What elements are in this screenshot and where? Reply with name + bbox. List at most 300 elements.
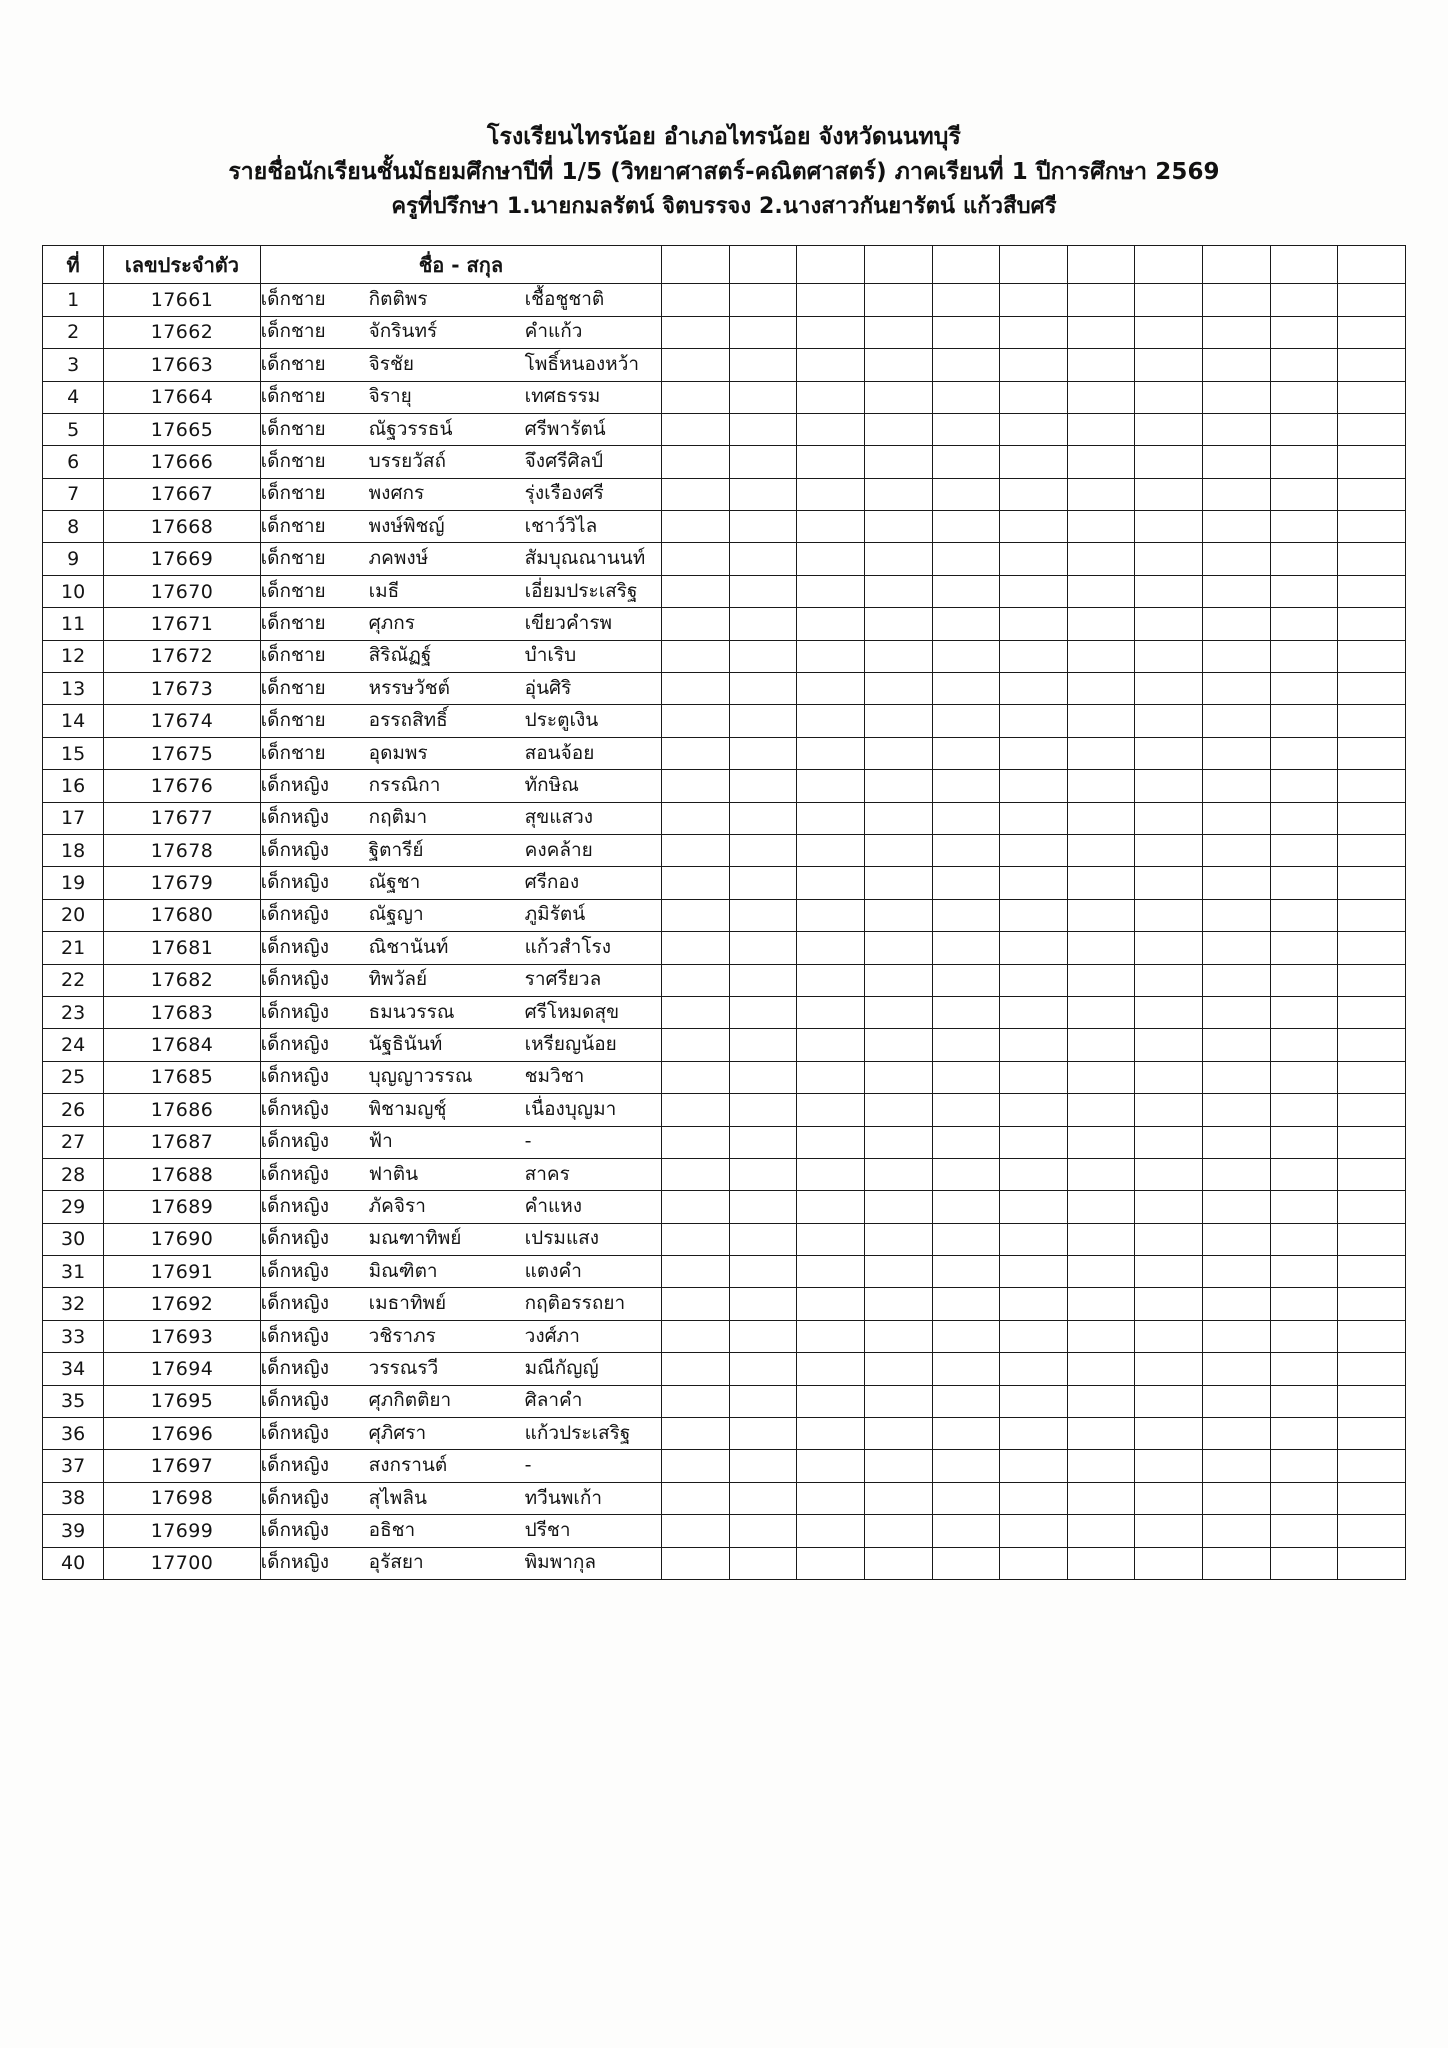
cell-blank — [729, 1094, 797, 1126]
cell-blank — [864, 543, 932, 575]
student-title: เด็กชาย — [260, 482, 326, 505]
cell-blank — [1270, 802, 1338, 834]
cell-blank — [932, 575, 1000, 607]
cell-blank — [1203, 996, 1271, 1028]
cell-blank — [1270, 1547, 1338, 1579]
cell-blank — [932, 1482, 1000, 1514]
cell-blank — [864, 867, 932, 899]
cell-student-id: 17695 — [104, 1385, 260, 1417]
cell-blank — [729, 511, 797, 543]
cell-blank — [1135, 1320, 1203, 1352]
cell-blank — [662, 349, 730, 381]
table-row — [43, 316, 1406, 348]
cell-blank — [662, 1353, 730, 1385]
cell-blank — [662, 899, 730, 931]
cell-blank — [797, 1547, 865, 1579]
advisor-heading: ครูที่ปรึกษา 1.นายกมลรัตน์ จิตบรรจง 2.นางสาวกันยารัตน์ แก้วสืบศรี — [391, 193, 1057, 219]
cell-number: 24 — [43, 1029, 104, 1061]
cell-student-id: 17682 — [104, 964, 260, 996]
cell-blank — [729, 1482, 797, 1514]
cell-blank — [1203, 1061, 1271, 1093]
table-row — [43, 899, 1406, 931]
cell-blank — [1203, 1256, 1271, 1288]
cell-blank — [1135, 802, 1203, 834]
cell-name — [260, 996, 662, 1028]
cell-blank — [1000, 1158, 1068, 1190]
cell-blank — [797, 478, 865, 510]
cell-blank — [1203, 770, 1271, 802]
cell-blank — [797, 737, 865, 769]
cell-number: 21 — [43, 932, 104, 964]
cell-number: 31 — [43, 1256, 104, 1288]
cell-blank — [932, 1450, 1000, 1482]
cell-blank — [662, 1191, 730, 1223]
cell-blank — [1000, 316, 1068, 348]
cell-blank — [662, 1061, 730, 1093]
cell-blank — [932, 1223, 1000, 1255]
table-row — [43, 1191, 1406, 1223]
cell-number: 32 — [43, 1288, 104, 1320]
cell-blank — [1000, 1061, 1068, 1093]
cell-blank — [729, 705, 797, 737]
student-title: เด็กหญิง — [260, 1065, 329, 1088]
cell-name — [260, 446, 662, 478]
cell-blank — [662, 608, 730, 640]
cell-blank — [932, 1547, 1000, 1579]
cell-blank — [662, 1482, 730, 1514]
cell-blank — [1338, 511, 1406, 543]
cell-blank — [662, 1450, 730, 1482]
cell-blank — [1270, 1223, 1338, 1255]
cell-student-id: 17681 — [104, 932, 260, 964]
cell-blank — [729, 316, 797, 348]
table-row — [43, 1158, 1406, 1190]
cell-blank — [1000, 673, 1068, 705]
cell-blank — [1067, 1353, 1135, 1385]
cell-blank — [729, 1418, 797, 1450]
table-row — [43, 1029, 1406, 1061]
cell-blank — [1270, 608, 1338, 640]
table-row — [43, 1353, 1406, 1385]
cell-blank — [1270, 413, 1338, 445]
table-row — [43, 673, 1406, 705]
cell-blank — [797, 608, 865, 640]
cell-blank — [797, 349, 865, 381]
cell-blank — [1203, 932, 1271, 964]
cell-blank — [1270, 1061, 1338, 1093]
cell-blank — [662, 1547, 730, 1579]
student-surname: สอนจ้อย — [524, 741, 595, 764]
cell-blank — [864, 413, 932, 445]
cell-number: 20 — [43, 899, 104, 931]
table-row — [43, 1418, 1406, 1450]
cell-blank — [864, 932, 932, 964]
cell-blank — [1000, 964, 1068, 996]
cell-blank — [1270, 543, 1338, 575]
cell-blank — [932, 1288, 1000, 1320]
cell-blank — [1203, 1320, 1271, 1352]
cell-blank — [1338, 899, 1406, 931]
cell-blank — [1000, 737, 1068, 769]
student-title: เด็กชาย — [260, 514, 326, 537]
cell-blank — [864, 1288, 932, 1320]
cell-blank — [1067, 316, 1135, 348]
cell-blank — [1000, 1288, 1068, 1320]
cell-blank — [932, 349, 1000, 381]
cell-blank — [1270, 511, 1338, 543]
cell-blank — [1203, 478, 1271, 510]
student-title: เด็กหญิง — [260, 1033, 329, 1056]
cell-blank — [1135, 1482, 1203, 1514]
cell-blank — [1000, 1547, 1068, 1579]
cell-blank — [797, 640, 865, 672]
cell-blank — [729, 1029, 797, 1061]
student-title: เด็กหญิง — [260, 1324, 329, 1347]
cell-number: 10 — [43, 575, 104, 607]
cell-name — [260, 802, 662, 834]
cell-blank — [1270, 1158, 1338, 1190]
cell-blank — [1067, 1385, 1135, 1417]
student-given-name: จิรชัย — [368, 352, 415, 375]
cell-blank — [729, 996, 797, 1028]
cell-student-id: 17677 — [104, 802, 260, 834]
cell-blank — [1270, 770, 1338, 802]
cell-student-id: 17662 — [104, 316, 260, 348]
student-title: เด็กหญิง — [260, 1000, 329, 1023]
cell-number: 5 — [43, 413, 104, 445]
cell-blank — [864, 446, 932, 478]
cell-number: 40 — [43, 1547, 104, 1579]
table-row — [43, 1450, 1406, 1482]
cell-blank — [662, 1288, 730, 1320]
cell-blank — [1135, 1353, 1203, 1385]
cell-blank — [1067, 478, 1135, 510]
cell-blank — [1067, 640, 1135, 672]
cell-blank — [729, 964, 797, 996]
student-surname: แตงคำ — [524, 1259, 582, 1282]
table-row — [43, 1223, 1406, 1255]
student-title: เด็กหญิง — [260, 1454, 329, 1477]
cell-blank — [729, 1126, 797, 1158]
cell-blank — [1338, 996, 1406, 1028]
cell-blank — [1270, 446, 1338, 478]
cell-blank — [1338, 737, 1406, 769]
cell-blank — [1067, 802, 1135, 834]
cell-blank — [662, 802, 730, 834]
student-given-name: ศุภกิตติยา — [368, 1389, 452, 1412]
cell-blank — [1067, 899, 1135, 931]
table-row — [43, 705, 1406, 737]
cell-student-id: 17672 — [104, 640, 260, 672]
cell-blank — [797, 1450, 865, 1482]
cell-blank — [1270, 1515, 1338, 1547]
cell-blank — [797, 316, 865, 348]
cell-blank — [662, 1320, 730, 1352]
cell-blank — [1338, 1158, 1406, 1190]
cell-blank — [932, 1158, 1000, 1190]
cell-blank — [1203, 705, 1271, 737]
document-header — [0, 0, 1448, 223]
cell-number: 18 — [43, 834, 104, 866]
cell-blank — [797, 1029, 865, 1061]
cell-blank — [1067, 413, 1135, 445]
cell-blank — [932, 770, 1000, 802]
cell-blank — [729, 1256, 797, 1288]
cell-blank — [1135, 1223, 1203, 1255]
cell-blank — [1135, 1191, 1203, 1223]
cell-blank — [1000, 1094, 1068, 1126]
cell-name — [260, 640, 662, 672]
cell-blank — [932, 1126, 1000, 1158]
cell-blank — [1000, 413, 1068, 445]
cell-blank — [1135, 932, 1203, 964]
table-row — [43, 1094, 1406, 1126]
cell-blank — [1135, 543, 1203, 575]
cell-blank — [1338, 1353, 1406, 1385]
student-title: เด็กชาย — [260, 709, 326, 732]
student-title: เด็กหญิง — [260, 1130, 329, 1153]
cell-name — [260, 1385, 662, 1417]
cell-blank — [1000, 543, 1068, 575]
cell-number: 26 — [43, 1094, 104, 1126]
cell-blank — [1135, 737, 1203, 769]
cell-blank — [1203, 1126, 1271, 1158]
cell-blank — [1000, 1126, 1068, 1158]
student-surname: พิมพากุล — [524, 1551, 597, 1574]
cell-name — [260, 964, 662, 996]
cell-blank — [729, 802, 797, 834]
cell-number: 9 — [43, 543, 104, 575]
cell-blank — [864, 1029, 932, 1061]
cell-blank — [1338, 381, 1406, 413]
student-given-name: ศุภิศรา — [368, 1421, 427, 1444]
cell-blank — [932, 413, 1000, 445]
column-header-name: ชื่อ - สกุล — [260, 246, 662, 284]
cell-student-id: 17670 — [104, 575, 260, 607]
cell-blank — [1000, 1482, 1068, 1514]
student-given-name: ฟ้า — [368, 1130, 393, 1153]
student-given-name: ธมนวรรณ — [368, 1000, 455, 1023]
cell-blank — [797, 1223, 865, 1255]
cell-blank — [1135, 1029, 1203, 1061]
cell-blank — [1338, 1515, 1406, 1547]
cell-number: 33 — [43, 1320, 104, 1352]
cell-blank — [864, 1256, 932, 1288]
cell-blank — [729, 1158, 797, 1190]
cell-student-id: 17669 — [104, 543, 260, 575]
student-surname: ศิลาคำ — [524, 1389, 583, 1412]
cell-blank — [1203, 575, 1271, 607]
student-title: เด็กหญิง — [260, 968, 329, 991]
student-given-name: กฤติมา — [368, 806, 428, 829]
cell-blank — [729, 1353, 797, 1385]
student-surname: โพธิ์หนองหว้า — [524, 352, 640, 375]
student-surname: เปรมแสง — [524, 1227, 600, 1250]
cell-blank — [1000, 996, 1068, 1028]
cell-blank — [1270, 737, 1338, 769]
cell-blank — [1135, 1547, 1203, 1579]
cell-number: 7 — [43, 478, 104, 510]
class-heading: รายชื่อนักเรียนชั้นมัธยมศึกษาปีที่ 1/5 (วิทยาศาสตร์-คณิตศาสตร์) ภาคเรียนที่ 1 ปีการศึกษา 2569 — [228, 158, 1220, 185]
cell-blank — [932, 284, 1000, 316]
cell-name — [260, 608, 662, 640]
cell-blank — [1135, 964, 1203, 996]
cell-blank — [1067, 1482, 1135, 1514]
cell-blank — [1338, 1385, 1406, 1417]
cell-student-id: 17673 — [104, 673, 260, 705]
cell-blank — [1338, 705, 1406, 737]
cell-blank — [1067, 1288, 1135, 1320]
cell-blank — [1270, 964, 1338, 996]
cell-number: 34 — [43, 1353, 104, 1385]
cell-blank — [729, 446, 797, 478]
student-given-name: วรรณรวี — [368, 1356, 439, 1379]
cell-blank — [1270, 673, 1338, 705]
cell-blank — [1000, 1418, 1068, 1450]
cell-blank — [1203, 1385, 1271, 1417]
cell-number: 14 — [43, 705, 104, 737]
student-title: เด็กหญิง — [260, 1486, 329, 1509]
cell-number: 36 — [43, 1418, 104, 1450]
cell-blank — [864, 1482, 932, 1514]
cell-blank — [662, 834, 730, 866]
student-surname: เนื่องบุญมา — [524, 1097, 617, 1120]
cell-blank — [864, 1158, 932, 1190]
cell-blank — [864, 1515, 932, 1547]
cell-blank — [1000, 770, 1068, 802]
student-surname: คำแก้ว — [524, 320, 583, 343]
student-surname: วงศ์ภา — [524, 1324, 580, 1347]
student-surname: จึงศรีศิลป์ — [524, 450, 604, 473]
cell-name — [260, 1191, 662, 1223]
cell-blank — [1067, 1547, 1135, 1579]
cell-student-id: 17693 — [104, 1320, 260, 1352]
table-body — [43, 284, 1406, 1580]
cell-blank — [1000, 1256, 1068, 1288]
cell-blank — [864, 964, 932, 996]
cell-blank — [1338, 1029, 1406, 1061]
student-surname: ศรีโหมดสุข — [524, 1000, 620, 1023]
table-row — [43, 867, 1406, 899]
cell-blank — [864, 284, 932, 316]
cell-blank — [662, 673, 730, 705]
cell-name — [260, 1029, 662, 1061]
cell-blank — [1000, 1385, 1068, 1417]
student-given-name: ณัฐชา — [368, 871, 421, 894]
student-given-name: อรรถสิทธิ์ — [368, 709, 448, 732]
student-title: เด็กชาย — [260, 352, 326, 375]
student-surname: - — [524, 1130, 532, 1153]
cell-blank — [797, 802, 865, 834]
student-given-name: บุญญาวรรณ — [368, 1065, 473, 1088]
cell-blank — [797, 1482, 865, 1514]
cell-blank — [1338, 316, 1406, 348]
cell-blank — [1135, 673, 1203, 705]
cell-blank — [662, 1158, 730, 1190]
cell-blank — [797, 1320, 865, 1352]
cell-name — [260, 673, 662, 705]
table-row — [43, 511, 1406, 543]
table-row — [43, 640, 1406, 672]
cell-blank — [1000, 608, 1068, 640]
student-surname: ทวีนพเก้า — [524, 1486, 603, 1509]
student-surname: เหรียญน้อย — [524, 1033, 617, 1056]
cell-name — [260, 770, 662, 802]
student-surname: แก้วสำโรง — [524, 935, 612, 958]
cell-blank — [864, 1223, 932, 1255]
cell-blank — [1270, 1418, 1338, 1450]
cell-blank — [797, 1191, 865, 1223]
cell-blank — [1338, 932, 1406, 964]
table-header-row — [43, 246, 1406, 284]
cell-number: 3 — [43, 349, 104, 381]
cell-blank — [1270, 1094, 1338, 1126]
cell-blank — [797, 1288, 865, 1320]
cell-blank — [729, 867, 797, 899]
column-header-blank — [729, 246, 797, 284]
student-surname: ภูมิรัตน์ — [524, 903, 586, 926]
column-header-blank — [1270, 246, 1338, 284]
cell-blank — [1067, 575, 1135, 607]
table-row — [43, 1515, 1406, 1547]
cell-blank — [1338, 1094, 1406, 1126]
cell-blank — [729, 1288, 797, 1320]
table-row — [43, 608, 1406, 640]
cell-blank — [1203, 1418, 1271, 1450]
cell-blank — [1270, 1256, 1338, 1288]
cell-blank — [1067, 1418, 1135, 1450]
cell-number: 28 — [43, 1158, 104, 1190]
student-title: เด็กหญิง — [260, 1421, 329, 1444]
student-title: เด็กหญิง — [260, 773, 329, 796]
cell-name — [260, 899, 662, 931]
cell-blank — [1203, 1191, 1271, 1223]
cell-blank — [662, 705, 730, 737]
table-row — [43, 478, 1406, 510]
cell-blank — [1135, 1385, 1203, 1417]
cell-blank — [864, 705, 932, 737]
cell-blank — [1135, 1288, 1203, 1320]
cell-blank — [1203, 1450, 1271, 1482]
cell-blank — [1338, 1061, 1406, 1093]
cell-blank — [1000, 1353, 1068, 1385]
cell-blank — [1067, 996, 1135, 1028]
cell-number: 13 — [43, 673, 104, 705]
student-surname: สาคร — [524, 1162, 570, 1185]
student-given-name: อุรัสยา — [368, 1551, 424, 1574]
cell-blank — [932, 899, 1000, 931]
table-row — [43, 381, 1406, 413]
student-given-name: ฟาติน — [368, 1162, 419, 1185]
cell-blank — [729, 608, 797, 640]
cell-blank — [1067, 834, 1135, 866]
column-header-blank — [1135, 246, 1203, 284]
student-given-name: สุไพลิน — [368, 1486, 427, 1509]
cell-blank — [1203, 899, 1271, 931]
cell-blank — [1067, 446, 1135, 478]
column-header-blank — [864, 246, 932, 284]
table-row — [43, 543, 1406, 575]
cell-blank — [1338, 284, 1406, 316]
cell-blank — [1203, 1547, 1271, 1579]
cell-blank — [1338, 867, 1406, 899]
cell-student-id: 17689 — [104, 1191, 260, 1223]
cell-blank — [864, 1353, 932, 1385]
student-title: เด็กชาย — [260, 320, 326, 343]
cell-student-id: 17694 — [104, 1353, 260, 1385]
cell-blank — [662, 1418, 730, 1450]
student-title: เด็กชาย — [260, 385, 326, 408]
